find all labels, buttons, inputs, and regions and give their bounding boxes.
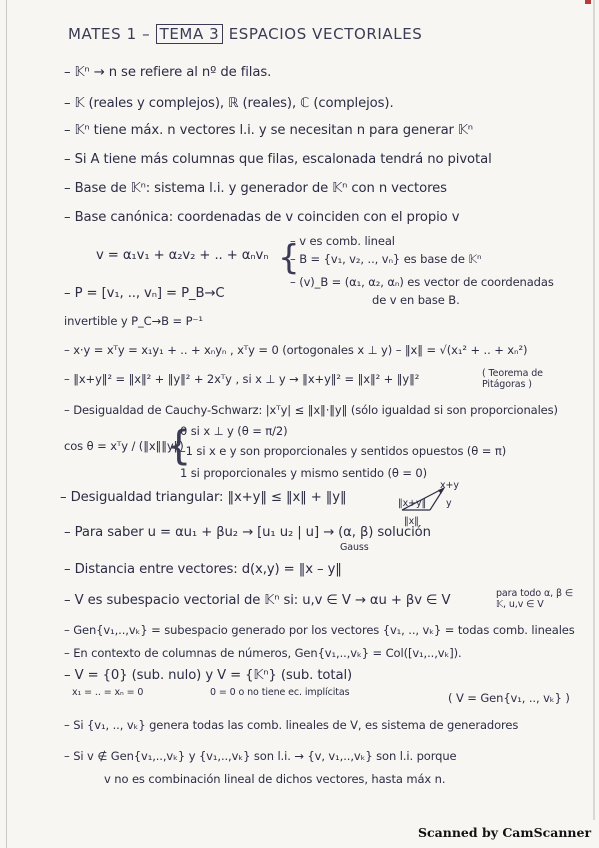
- note-line: – Si A tiene más columnas que filas, escalonada tendrá no pivotal: [64, 152, 492, 167]
- subject-label: MATES 1 –: [68, 25, 151, 43]
- note-line: 0 si x ⊥ y (θ = π/2): [180, 424, 288, 438]
- sketch-label: y: [446, 498, 452, 509]
- change-of-basis: – P = [v₁, .., vₙ] = P_B→C: [64, 286, 225, 301]
- note-line: 0 = 0 o no tiene ec. implícitas: [210, 687, 350, 698]
- brace: {: [278, 238, 300, 278]
- cosine-formula: cos θ = xᵀy / (‖x‖‖y‖): [64, 439, 184, 453]
- note-line: invertible y P_C→B = P⁻¹: [64, 314, 203, 328]
- note-line: – 𝕂ⁿ tiene máx. n vectores l.i. y se necesitan n para generar 𝕂ⁿ: [64, 123, 473, 138]
- note-line: 1 si proporcionales y mismo sentido (θ = 0): [180, 466, 428, 480]
- note-line: x₁ = .. = xₙ = 0: [72, 687, 144, 698]
- note-line: – (v)_B = (α₁, α₂, αₙ) es vector de coordenadas: [290, 275, 554, 289]
- brace: {: [166, 423, 192, 469]
- note-line: – 𝕂ⁿ → n se refiere al nº de filas.: [64, 65, 272, 80]
- pythagoras-line: – ‖x+y‖² = ‖x‖² + ‖y‖² + 2xᵀy , si x ⊥ y → ‖x+y‖² = ‖x‖² + ‖y‖²: [64, 372, 420, 386]
- cauchy-schwarz-line: – Desigualdad de Cauchy-Schwarz: |xᵀy| ≤ ‖x‖·‖y‖ (sólo igualdad si son proporcionales): [64, 403, 558, 417]
- note-line: de v en base B.: [372, 293, 460, 307]
- note-line: – Base canónica: coordenadas de v coinciden con el propio v: [64, 210, 460, 225]
- gauss-label: Gauss: [340, 542, 369, 553]
- distance-line: – Distancia entre vectores: d(x,y) = ‖x – y‖: [64, 562, 342, 577]
- gauss-line: – Para saber u = αu₁ + βu₂ → [u₁ u₂ | u] → (α, β) solución: [64, 525, 431, 540]
- note-line: ( V = Gen{v₁, .., vₖ} ): [448, 691, 570, 705]
- sketch-label: ‖x+y‖: [398, 498, 427, 509]
- trivial-subspaces: – V = {0} (sub. nulo) y V = {𝕂ⁿ} (sub. total): [64, 668, 353, 683]
- linear-combination: v = α₁v₁ + α₂v₂ + .. + αₙvₙ: [96, 248, 269, 263]
- page-margin-line: [6, 0, 7, 848]
- sketch-label: x+y: [440, 480, 459, 491]
- subspace-line: – V es subespacio vectorial de 𝕂ⁿ si: u,v ∈ V → αu + βv ∈ V: [64, 593, 451, 608]
- triangle-inequality: – Desigualdad triangular: ‖x+y‖ ≤ ‖x‖ + ‖y‖: [60, 490, 347, 505]
- page-title: ESPACIOS VECTORIALES: [228, 25, 423, 43]
- dot-product-line: – x·y = xᵀy = x₁y₁ + .. + xₙyₙ , xᵀy = 0 (ortogonales x ⊥ y) – ‖x‖ = √(x₁² + .. + xₙ²): [64, 343, 528, 357]
- topic-box: TEMA 3: [156, 24, 224, 44]
- sketch-label: ‖x‖: [404, 516, 419, 527]
- pythagoras-note: ( Teorema de Pitágoras ): [482, 368, 543, 390]
- independence-line: – Si v ∉ Gen{v₁,..,vₖ} y {v₁,..,vₖ} son l.i. → {v, v₁,..,vₖ} son l.i. porque: [64, 749, 457, 763]
- page-header: [68, 26, 422, 42]
- note-line: –1 si x e y son proporcionales y sentidos opuestos (θ = π): [180, 444, 507, 458]
- col-line: – En contexto de columnas de números, Gen{v₁,..,vₖ} = Col([v₁,..,vₖ]).: [64, 646, 462, 660]
- corner-mark: [585, 0, 591, 4]
- page-edge: [593, 0, 595, 820]
- note-line: v no es combinación lineal de dichos vectores, hasta máx n.: [104, 772, 446, 786]
- note-line: – Base de 𝕂ⁿ: sistema l.i. y generador de 𝕂ⁿ con n vectores: [64, 181, 447, 196]
- subspace-note: para todo α, β ∈ 𝕂, u,v ∈ V: [496, 588, 574, 610]
- note-line: – 𝕂 (reales y complejos), ℝ (reales), ℂ (complejos).: [64, 96, 394, 111]
- note-line: – B = {v₁, v₂, .., vₙ} es base de 𝕂ⁿ: [290, 252, 482, 266]
- gen-line: – Gen{v₁,..,vₖ} = subespacio generado por los vectores {v₁, .., vₖ} = todas comb. lineales: [64, 623, 575, 637]
- generators-line: – Si {v₁, .., vₖ} genera todas las comb. lineales de V, es sistema de generadores: [64, 718, 519, 732]
- scanner-watermark: Scanned by CamScanner: [418, 825, 592, 840]
- note-line: – v es comb. lineal: [290, 234, 395, 248]
